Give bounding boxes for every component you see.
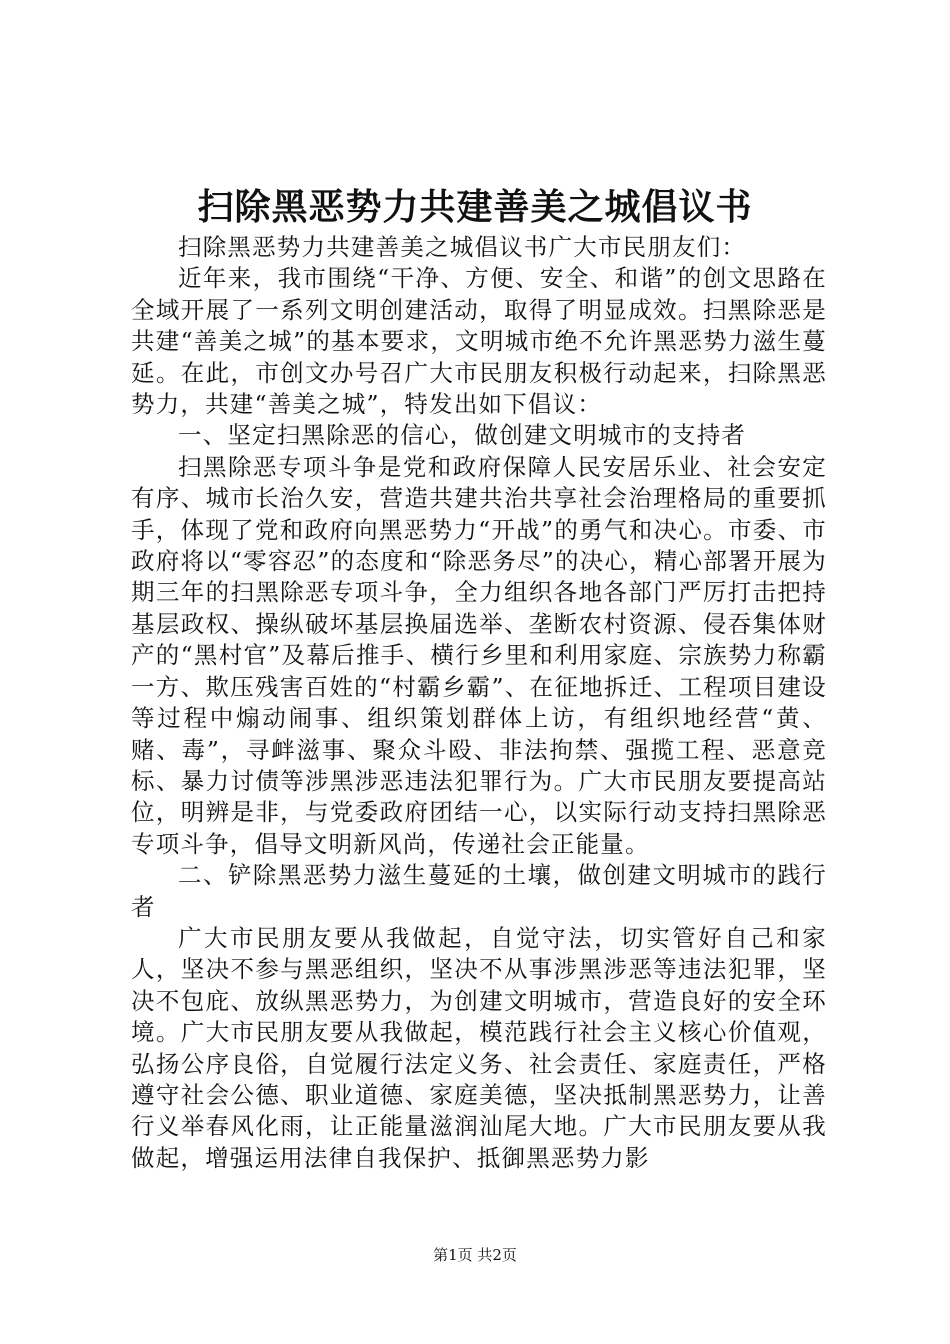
section-heading-2: 二、铲除黑恶势力滋生蔓延的土壤，做创建文明城市的践行者 — [131, 861, 827, 921]
paragraph-intro: 近年来，我市围绕“干净、方便、安全、和谐”的创文思路在全域开展了一系列文明创建活动，取得了明显成效。扫黑除恶是共建“善美之城”的基本要求，文明城市绝不允许黑恶势力滋生蔓延。在此，市创文办号召广大市民朋友积极行动起来，扫除黑恶势力，共建“善美之城”，特发出如下倡议： — [131, 264, 827, 419]
section-heading-1: 一、坚定扫黑除恶的信心，做创建文明城市的支持者 — [178, 421, 747, 450]
document-title: 扫除黑恶势力共建善美之城倡议书 — [197, 187, 753, 228]
document-body — [131, 232, 827, 1174]
paragraph-section-2: 广大市民朋友要从我做起，自觉守法，切实管好自己和家人，坚决不参与黑恶组织，坚决不从事涉黑涉恶等违法犯罪，坚决不包庇、放纵黑恶势力，为创建文明城市，营造良好的安全环境。广大市民朋友要从我做起，模范践行社会主义核心价值观，弘扬公序良俗，自觉履行法定义务、社会责任、家庭责任，严格遵守社会公德、职业道德、家庭美德，坚决抵制黑恶势力，让善行义举春风化雨，让正能量滋润汕尾大地。广大市民朋友要从我做起，增强运用法律自我保护、抵御黑恶势力影 — [131, 923, 827, 1172]
page-indicator: 第1页 共2页 — [433, 1246, 517, 1264]
page-footer — [0, 1245, 950, 1265]
paragraph-salutation: 扫除黑恶势力共建善美之城倡议书广大市民朋友们： — [178, 233, 747, 261]
paragraph-section-1: 扫黑除恶专项斗争是党和政府保障人民安居乐业、社会安定有序、城市长治久安，营造共建共治共享社会治理格局的重要抓手，体现了党和政府向黑恶势力“开战”的勇气和决心。市委、市政府将以“零容忍”的态度和“除恶务尽”的决心，精心部署开展为期三年的扫黑除恶专项斗争，全力组织各地各部门严厉打击把持基层政权、操纵破坏基层换届选举、垄断农村资源、侵吞集体财产的“黑村官”及幕后推手、横行乡里和利用家庭、宗族势力称霸一方、欺压残害百姓的“村霸乡霸”、在征地拆迁、工程项目建设等过程中煽动闹事、组织策划群体上访，有组织地经营“黄、赌、毒”，寻衅滋事、聚众斗殴、非法拘禁、强揽工程、恶意竞标、暴力讨债等涉黑涉恶违法犯罪行为。广大市民朋友要提高站位，明辨是非，与党委政府团结一心，以实际行动支持扫黑除恶专项斗争，倡导文明新风尚，传递社会正能量。 — [131, 452, 827, 858]
